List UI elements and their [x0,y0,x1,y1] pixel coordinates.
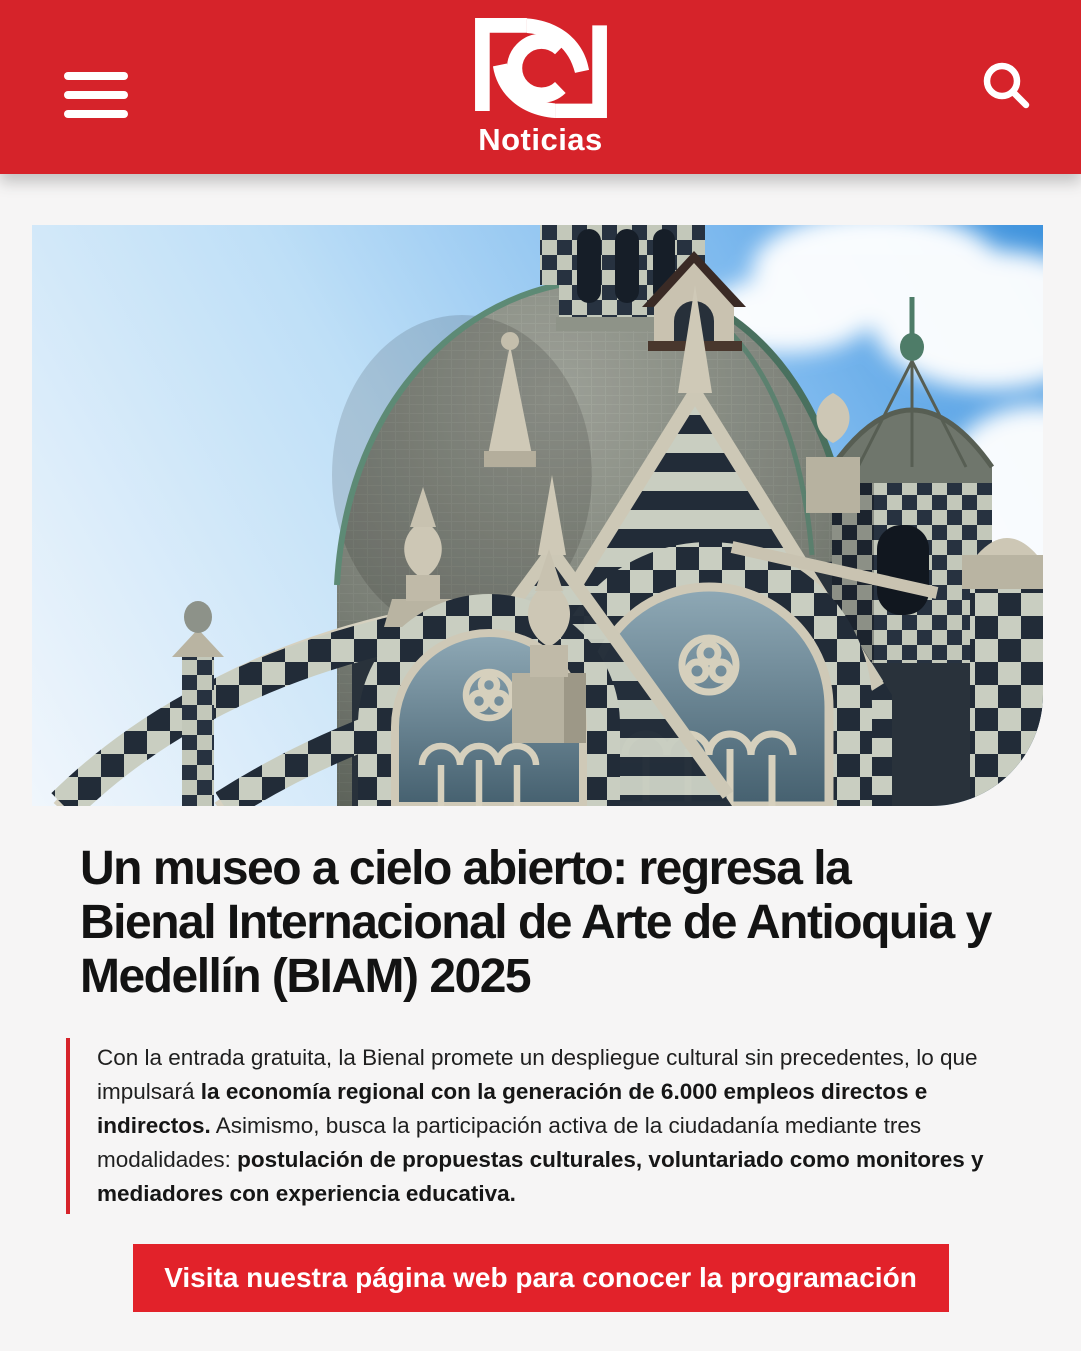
app-header [0,0,1081,174]
brand[interactable] [450,16,632,158]
hero-illustration [32,225,1043,806]
article-summary [66,1038,999,1214]
article [0,225,1081,1312]
hamburger-icon [64,72,128,80]
brand-subtitle: Noticias [478,122,603,157]
search-icon [979,58,1035,114]
menu-button[interactable] [64,72,128,118]
article-hero-image [32,225,1043,806]
search-button[interactable] [979,58,1035,114]
rcn-logo [450,16,632,118]
article-headline: Un museo a cielo abierto: regresa la Bienal Internacional de Arte de Antioquia y Medellín (BIAM) 2025 [80,842,991,1003]
cta-button[interactable]: Visita nuestra página web para conocer la programación [133,1244,949,1312]
article-summary-text: Con la entrada gratuita, la Bienal promete un despliegue cultural sin precedentes, lo que impulsará la economía regional con la generación de 6.000 empleos directos e indirectos. Asimismo, busca la participación activa de la ciudadanía mediante tres modalidades: postulación de propuestas culturales, voluntariado como monitores y mediadores con experiencia educativa. [97,1045,984,1207]
